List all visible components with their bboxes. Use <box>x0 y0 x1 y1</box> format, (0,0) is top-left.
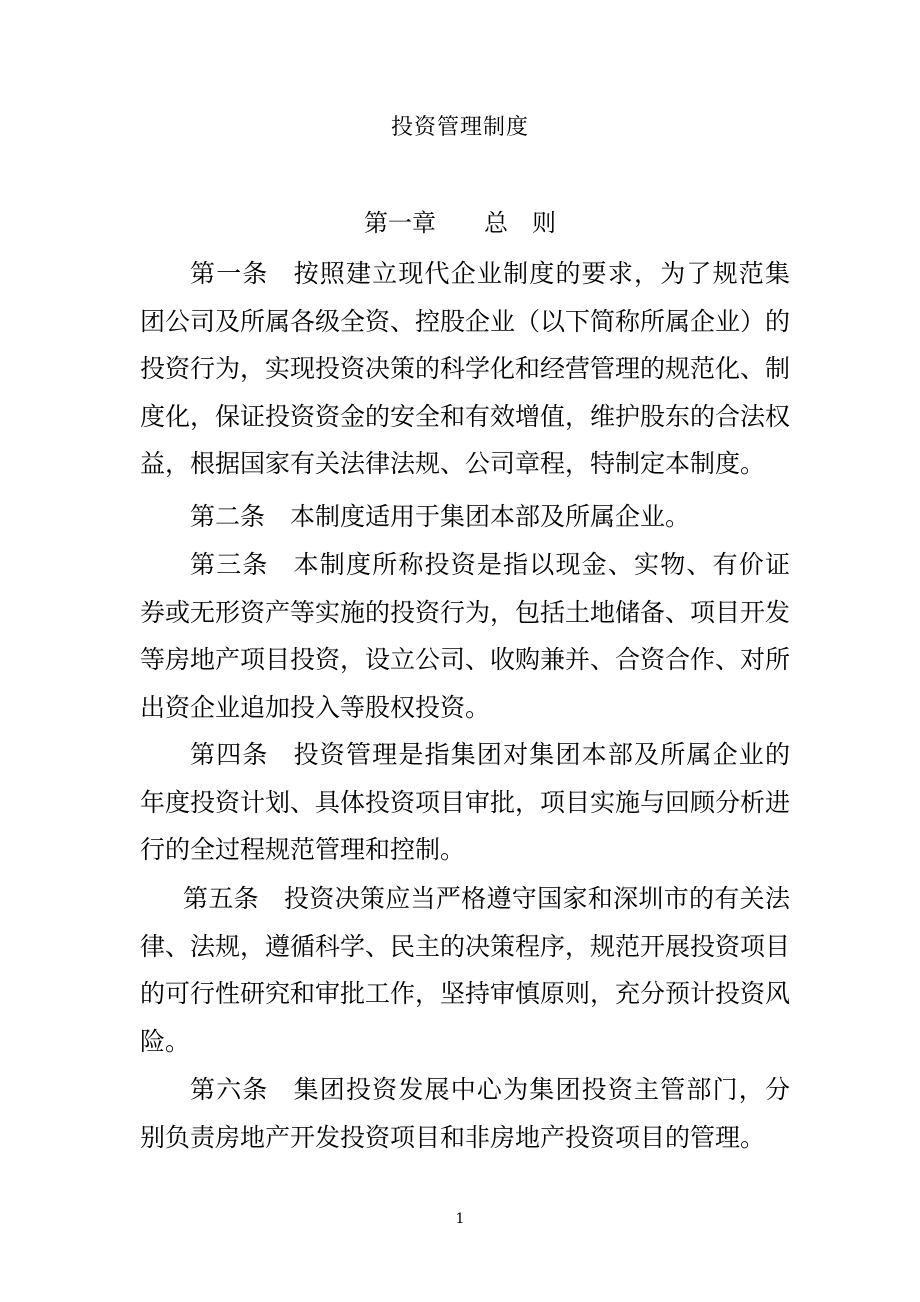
article-2 <box>140 493 790 541</box>
article-text: 本制度适用于集团本部及所属企业。 <box>290 502 691 531</box>
article-number: 第四条 <box>190 740 269 769</box>
article-number: 第五条 <box>183 884 259 913</box>
article-text: 本制度所称投资是指以现金、实物、有价证券或无形资产等实施的投资行为，包括土地储备、项目开发等房地产项目投资，设立公司、收购兼并、合资合作、对所出资企业追加投入等股权投资。 <box>140 550 791 722</box>
article-6 <box>140 1066 790 1161</box>
article-3 <box>140 541 790 731</box>
article-text: 按照建立现代企业制度的要求，为了规范集团公司及所属各级全资、控股企业（以下简称所属企业）的投资行为，实现投资决策的科学化和经营管理的规范化、制度化，保证投资资金的安全和有效增值，维护股东的合法权益，根据国家有关法律法规、公司章程，特制定本制度。 <box>140 259 791 479</box>
article-number: 第三条 <box>190 550 269 579</box>
article-text: 投资管理是指集团对集团本部及所属企业的年度投资计划、具体投资项目审批，项目实施与回顾分析进行的全过程规范管理和控制。 <box>140 740 791 865</box>
article-number: 第六条 <box>190 1075 269 1104</box>
chapter-heading: 第一章 总 则 <box>364 209 556 237</box>
article-5 <box>140 875 790 1065</box>
article-4 <box>140 731 790 874</box>
article-text: 集团投资发展中心为集团投资主管部门，分别负责房地产开发投资项目和非房地产投资项目的管理。 <box>140 1075 790 1152</box>
page-number: 1 <box>455 1211 465 1227</box>
article-1 <box>140 250 790 488</box>
article-number: 第二条 <box>190 502 266 531</box>
article-number: 第一条 <box>190 259 269 288</box>
article-text: 投资决策应当严格遵守国家和深圳市的有关法律、法规，遵循科学、民主的决策程序，规范开展投资项目的可行性研究和审批工作，坚持审慎原则，充分预计投资风险。 <box>140 884 791 1056</box>
document-title: 投资管理制度 <box>390 115 529 140</box>
